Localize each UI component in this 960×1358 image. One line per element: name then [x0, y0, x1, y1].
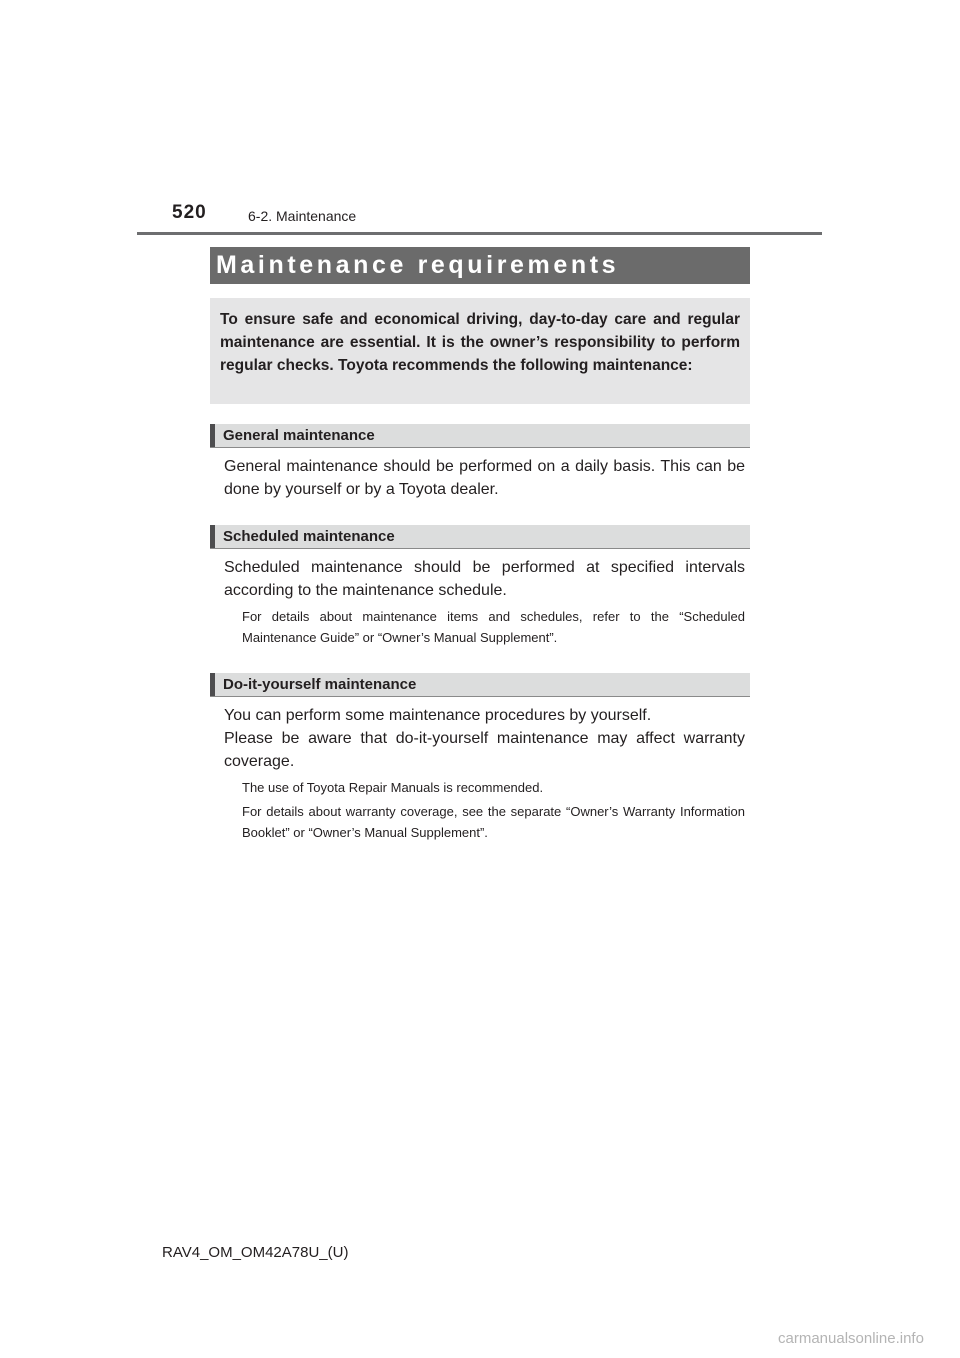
diy-maintenance-body-2: Please be aware that do-it-yourself maintenance may affect warranty coverage.	[224, 730, 745, 770]
intro-text: To ensure safe and economical driving, day-to-day care and regular maintenance are essential. It is the owner’s responsibility to perform regular checks. Toyota recommends the following maintenance:	[220, 311, 740, 374]
diy-maintenance-note-1: The use of Toyota Repair Manuals is recommended.	[242, 780, 544, 795]
scheduled-maintenance-body: Scheduled maintenance should be performed at specified intervals according to the maintenance schedule.	[224, 559, 745, 599]
page-title-bar	[210, 247, 750, 284]
general-maintenance-heading-bar	[210, 424, 750, 448]
scheduled-maintenance-note: For details about maintenance items and schedules, refer to the “Scheduled Maintenance Guide” or “Owner’s Manual Supplement”.	[242, 609, 745, 645]
intro-box	[210, 298, 750, 404]
page-number: 520	[172, 202, 207, 223]
scheduled-maintenance-heading: Scheduled maintenance	[223, 528, 395, 545]
diy-maintenance-heading: Do-it-yourself maintenance	[223, 676, 417, 693]
scheduled-maintenance-heading-bar	[210, 525, 750, 549]
diy-maintenance-heading-bar	[210, 673, 750, 697]
header-rule	[137, 232, 822, 235]
section-label: 6-2. Maintenance	[248, 208, 357, 224]
watermark: carmanualsonline.info	[778, 1330, 924, 1347]
diy-maintenance-body-1: You can perform some maintenance procedures by yourself.	[224, 707, 652, 724]
diy-maintenance-note-2: For details about warranty coverage, see the separate “Owner’s Warranty Information Booklet” or “Owner’s Manual Supplement”.	[242, 804, 745, 840]
page-title: Maintenance requirements	[216, 251, 620, 279]
document-code: RAV4_OM_OM42A78U_(U)	[162, 1244, 349, 1261]
general-maintenance-heading: General maintenance	[223, 427, 375, 444]
general-maintenance-body: General maintenance should be performed on a daily basis. This can be done by yourself or by a Toyota dealer.	[224, 458, 745, 498]
